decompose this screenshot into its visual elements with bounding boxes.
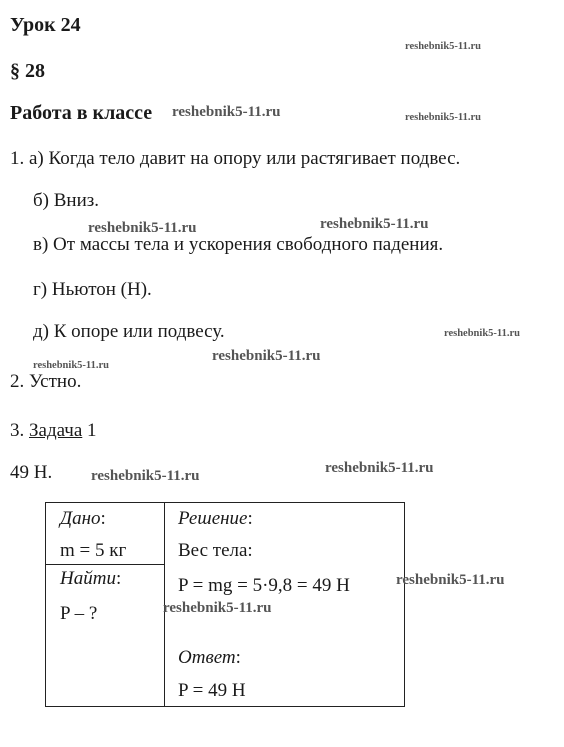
answer-header: Ответ: <box>178 647 241 668</box>
watermark: reshebnik5-11.ru <box>163 600 272 616</box>
answer-1e: д) К опоре или подвесу. <box>33 321 225 342</box>
watermark: reshebnik5-11.ru <box>325 460 434 476</box>
answer-1a: 1. а) Когда тело давит на опору или растягивает подвес. <box>10 148 461 169</box>
given-label: Дано <box>60 508 101 529</box>
answer-1d: г) Ньютон (Н). <box>33 279 152 300</box>
watermark: reshebnik5-11.ru <box>320 216 429 232</box>
answer-value: P = 49 Н <box>178 680 246 701</box>
find-value: P – ? <box>60 603 98 624</box>
section-title: § 28 <box>10 60 45 82</box>
find-header: Найти: <box>60 568 122 589</box>
solution-label: Решение <box>178 508 248 529</box>
task-label: Задача <box>29 420 83 441</box>
watermark: reshebnik5-11.ru <box>396 572 505 588</box>
answer-1b: б) Вниз. <box>33 190 100 211</box>
watermark: reshebnik5-11.ru <box>405 41 481 52</box>
solution-text: Вес тела: <box>178 540 253 561</box>
answer-1c: в) От массы тела и ускорения свободного падения. <box>33 234 444 255</box>
given-header: Дано: <box>60 508 106 529</box>
lesson-title: Урок 24 <box>10 14 81 36</box>
find-label: Найти <box>60 568 116 589</box>
given-value: m = 5 кг <box>60 540 127 561</box>
answer-3-number: 3. <box>10 420 25 441</box>
answer-3 <box>10 420 97 442</box>
answer-2: 2. Устно. <box>10 371 82 392</box>
watermark: reshebnik5-11.ru <box>33 360 109 371</box>
classwork-title: Работа в классе <box>10 102 153 124</box>
watermark: reshebnik5-11.ru <box>88 220 197 236</box>
table-divider-horizontal <box>45 564 165 565</box>
formula: P = mg = 5·9,8 = 49 Н <box>178 575 350 596</box>
watermark: reshebnik5-11.ru <box>444 328 520 339</box>
watermark: reshebnik5-11.ru <box>172 104 281 120</box>
result-text: 49 Н. <box>10 462 53 483</box>
answer-label: Ответ <box>178 647 236 668</box>
solution-header: Решение: <box>178 508 253 529</box>
task-number: 1 <box>87 420 97 441</box>
watermark: reshebnik5-11.ru <box>91 468 200 484</box>
watermark: reshebnik5-11.ru <box>405 112 481 123</box>
watermark: reshebnik5-11.ru <box>212 348 321 364</box>
